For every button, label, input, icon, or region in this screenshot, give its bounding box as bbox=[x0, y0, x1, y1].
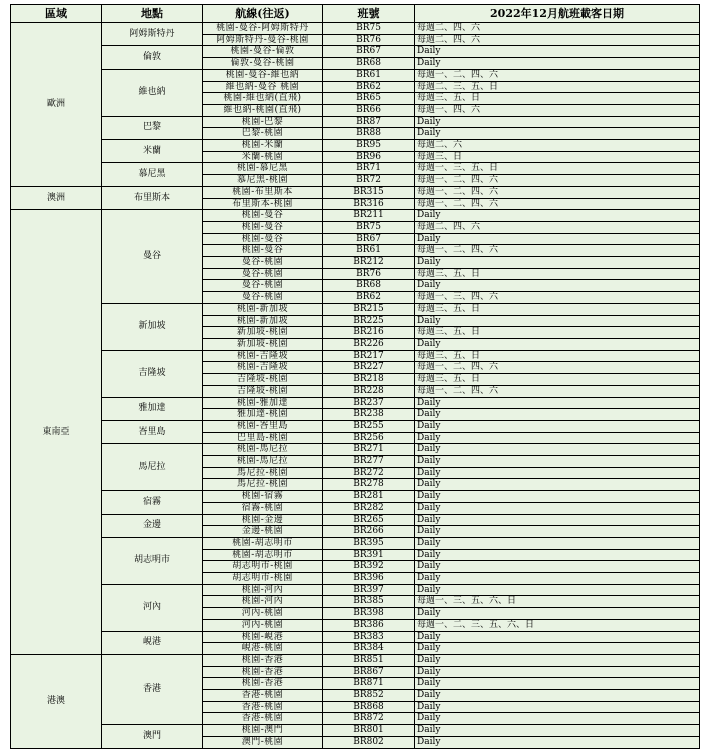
schedule-cell: 每週二、四、六 bbox=[415, 34, 700, 46]
table-row bbox=[11, 725, 700, 737]
flight-number-cell: BR95 bbox=[323, 140, 415, 152]
table-row bbox=[11, 537, 700, 549]
schedule-cell: Daily bbox=[415, 701, 700, 713]
route-cell: 桃園-馬尼拉 bbox=[203, 456, 323, 468]
flight-number-cell: BR72 bbox=[323, 175, 415, 187]
flight-number-cell: BR217 bbox=[323, 350, 415, 362]
flight-number-cell: BR238 bbox=[323, 409, 415, 421]
flight-number-cell: BR62 bbox=[323, 81, 415, 93]
schedule-cell: Daily bbox=[415, 526, 700, 538]
header-schedule: 2022年12月航班載客日期 bbox=[415, 5, 700, 23]
route-cell: 桃園-金邊 bbox=[203, 514, 323, 526]
region-cell: 澳洲 bbox=[11, 186, 102, 209]
route-cell: 香港-桃園 bbox=[203, 690, 323, 702]
flight-number-cell: BR852 bbox=[323, 690, 415, 702]
region-cell: 東南亞 bbox=[11, 210, 102, 655]
route-cell: 桃園-曼谷-維也納 bbox=[203, 69, 323, 81]
location-cell: 雅加達 bbox=[102, 397, 203, 420]
route-cell: 澳門-桃園 bbox=[203, 736, 323, 748]
flight-number-cell: BR76 bbox=[323, 268, 415, 280]
route-cell: 桃園-曼谷 bbox=[203, 210, 323, 222]
schedule-cell: Daily bbox=[415, 491, 700, 503]
flight-number-cell: BR266 bbox=[323, 526, 415, 538]
flight-number-cell: BR391 bbox=[323, 549, 415, 561]
flight-number-cell: BR255 bbox=[323, 420, 415, 432]
schedule-cell: Daily bbox=[415, 666, 700, 678]
flight-number-cell: BR212 bbox=[323, 257, 415, 269]
route-cell: 曼谷-桃園 bbox=[203, 257, 323, 269]
flight-number-cell: BR61 bbox=[323, 245, 415, 257]
flight-number-cell: BR62 bbox=[323, 292, 415, 304]
schedule-cell: Daily bbox=[415, 690, 700, 702]
flight-number-cell: BR851 bbox=[323, 654, 415, 666]
schedule-cell: 每週一、二、四、六 bbox=[415, 385, 700, 397]
flight-number-cell: BR385 bbox=[323, 596, 415, 608]
route-cell: 維也納-曼谷 桃園 bbox=[203, 81, 323, 93]
flight-number-cell: BR67 bbox=[323, 46, 415, 58]
location-cell: 維也納 bbox=[102, 69, 203, 116]
table-row bbox=[11, 23, 700, 35]
route-cell: 桃園-雅加達 bbox=[203, 397, 323, 409]
route-cell: 桃園-吉隆坡 bbox=[203, 350, 323, 362]
flight-number-cell: BR96 bbox=[323, 151, 415, 163]
location-cell: 巴黎 bbox=[102, 116, 203, 139]
route-cell: 桃園-巴黎 bbox=[203, 116, 323, 128]
flight-number-cell: BR88 bbox=[323, 128, 415, 140]
schedule-cell: Daily bbox=[415, 338, 700, 350]
schedule-cell: 每週一、二、三、五、六、日 bbox=[415, 619, 700, 631]
route-cell: 桃園-吉隆坡 bbox=[203, 362, 323, 374]
route-cell: 曼谷-桃園 bbox=[203, 280, 323, 292]
schedule-cell: Daily bbox=[415, 549, 700, 561]
flight-number-cell: BR218 bbox=[323, 374, 415, 386]
schedule-cell: Daily bbox=[415, 409, 700, 421]
route-cell: 新加坡-桃園 bbox=[203, 338, 323, 350]
flight-number-cell: BR75 bbox=[323, 221, 415, 233]
flight-number-cell: BR228 bbox=[323, 385, 415, 397]
schedule-cell: Daily bbox=[415, 573, 700, 585]
schedule-cell: 每週一、二、四、六 bbox=[415, 186, 700, 198]
schedule-cell: 每週一、二、四、六 bbox=[415, 198, 700, 210]
flight-number-cell: BR225 bbox=[323, 315, 415, 327]
schedule-cell: Daily bbox=[415, 514, 700, 526]
schedule-cell: Daily bbox=[415, 456, 700, 468]
route-cell: 桃園-曼谷 bbox=[203, 221, 323, 233]
route-cell: 河內-桃園 bbox=[203, 619, 323, 631]
flight-number-cell: BR396 bbox=[323, 573, 415, 585]
flight-number-cell: BR271 bbox=[323, 444, 415, 456]
flight-number-cell: BR282 bbox=[323, 502, 415, 514]
flight-number-cell: BR272 bbox=[323, 467, 415, 479]
location-cell: 宿霧 bbox=[102, 491, 203, 514]
header-region: 區域 bbox=[11, 5, 102, 23]
region-cell: 歐洲 bbox=[11, 23, 102, 187]
flight-number-cell: BR867 bbox=[323, 666, 415, 678]
schedule-cell: 每週一、二、四、六 bbox=[415, 175, 700, 187]
route-cell: 曼谷-桃園 bbox=[203, 268, 323, 280]
location-cell: 香港 bbox=[102, 654, 203, 724]
route-cell: 桃園-澳門 bbox=[203, 725, 323, 737]
route-cell: 米蘭-桃園 bbox=[203, 151, 323, 163]
location-cell: 倫敦 bbox=[102, 46, 203, 69]
flight-number-cell: BR68 bbox=[323, 58, 415, 70]
route-cell: 宿霧-桃園 bbox=[203, 502, 323, 514]
schedule-cell: Daily bbox=[415, 467, 700, 479]
schedule-cell: Daily bbox=[415, 631, 700, 643]
table-row bbox=[11, 69, 700, 81]
route-cell: 桃園-曼谷-阿姆斯特丹 bbox=[203, 23, 323, 35]
schedule-cell: 每週三、五、日 bbox=[415, 303, 700, 315]
flight-number-cell: BR278 bbox=[323, 479, 415, 491]
flight-number-cell: BR237 bbox=[323, 397, 415, 409]
route-cell: 桃園-香港 bbox=[203, 678, 323, 690]
route-cell: 維也納-桃園(直飛) bbox=[203, 104, 323, 116]
flight-number-cell: BR315 bbox=[323, 186, 415, 198]
flight-number-cell: BR316 bbox=[323, 198, 415, 210]
flight-number-cell: BR384 bbox=[323, 643, 415, 655]
flight-number-cell: BR265 bbox=[323, 514, 415, 526]
route-cell: 桃園-胡志明市 bbox=[203, 549, 323, 561]
location-cell: 澳門 bbox=[102, 725, 203, 748]
flight-number-cell: BR801 bbox=[323, 725, 415, 737]
flight-number-cell: BR398 bbox=[323, 608, 415, 620]
flight-schedule-table bbox=[10, 4, 700, 749]
schedule-cell: 每週三、五、日 bbox=[415, 93, 700, 105]
table-row bbox=[11, 303, 700, 315]
flight-number-cell: BR71 bbox=[323, 163, 415, 175]
location-cell: 河內 bbox=[102, 584, 203, 631]
schedule-cell: 每週二、四、六 bbox=[415, 23, 700, 35]
table-row bbox=[11, 420, 700, 432]
table-row bbox=[11, 186, 700, 198]
route-cell: 雅加達-桃園 bbox=[203, 409, 323, 421]
flight-number-cell: BR277 bbox=[323, 456, 415, 468]
flight-number-cell: BR392 bbox=[323, 561, 415, 573]
schedule-cell: Daily bbox=[415, 561, 700, 573]
route-cell: 桃園-新加坡 bbox=[203, 315, 323, 327]
header-flight-number: 班號 bbox=[323, 5, 415, 23]
flight-number-cell: BR67 bbox=[323, 233, 415, 245]
route-cell: 香港-桃園 bbox=[203, 713, 323, 725]
flight-number-cell: BR61 bbox=[323, 69, 415, 81]
table-row bbox=[11, 397, 700, 409]
route-cell: 吉隆坡-桃園 bbox=[203, 385, 323, 397]
table-row bbox=[11, 584, 700, 596]
location-cell: 吉隆坡 bbox=[102, 350, 203, 397]
flight-number-cell: BR227 bbox=[323, 362, 415, 374]
schedule-cell: Daily bbox=[415, 432, 700, 444]
table-row bbox=[11, 140, 700, 152]
route-cell: 香港-桃園 bbox=[203, 701, 323, 713]
location-cell: 峇里島 bbox=[102, 420, 203, 443]
route-cell: 桃園-慕尼黑 bbox=[203, 163, 323, 175]
schedule-cell: Daily bbox=[415, 537, 700, 549]
schedule-cell: Daily bbox=[415, 444, 700, 456]
route-cell: 桃園-河內 bbox=[203, 584, 323, 596]
schedule-cell: 每週二、六 bbox=[415, 140, 700, 152]
schedule-cell: Daily bbox=[415, 736, 700, 748]
flight-number-cell: BR281 bbox=[323, 491, 415, 503]
schedule-cell: Daily bbox=[415, 479, 700, 491]
location-cell: 慕尼黑 bbox=[102, 163, 203, 186]
schedule-cell: 每週二、三、五、日 bbox=[415, 81, 700, 93]
table-row bbox=[11, 350, 700, 362]
schedule-cell: 每週一、二、四、六 bbox=[415, 362, 700, 374]
flight-number-cell: BR868 bbox=[323, 701, 415, 713]
route-cell: 巴黎-桃園 bbox=[203, 128, 323, 140]
route-cell: 桃園-馬尼拉 bbox=[203, 444, 323, 456]
route-cell: 峴港-桃園 bbox=[203, 643, 323, 655]
table-row bbox=[11, 163, 700, 175]
flight-rows bbox=[11, 23, 700, 749]
route-cell: 桃園-香港 bbox=[203, 654, 323, 666]
schedule-cell: 每週一、三、五、六、日 bbox=[415, 596, 700, 608]
flight-number-cell: BR256 bbox=[323, 432, 415, 444]
route-cell: 倫敦-曼谷-桃園 bbox=[203, 58, 323, 70]
route-cell: 巴里島-桃園 bbox=[203, 432, 323, 444]
schedule-cell: Daily bbox=[415, 210, 700, 222]
schedule-cell: 每週一、四、六 bbox=[415, 104, 700, 116]
schedule-cell: 每週三、五、日 bbox=[415, 350, 700, 362]
schedule-cell: 每週一、二、四、六 bbox=[415, 69, 700, 81]
schedule-cell: Daily bbox=[415, 420, 700, 432]
table-row bbox=[11, 116, 700, 128]
route-cell: 桃園-維也納(直飛) bbox=[203, 93, 323, 105]
route-cell: 馬尼拉-桃園 bbox=[203, 467, 323, 479]
table-row bbox=[11, 444, 700, 456]
table-row bbox=[11, 210, 700, 222]
location-cell: 新加坡 bbox=[102, 303, 203, 350]
location-cell: 米蘭 bbox=[102, 140, 203, 163]
flight-number-cell: BR68 bbox=[323, 280, 415, 292]
flight-number-cell: BR76 bbox=[323, 34, 415, 46]
route-cell: 阿姆斯特丹-曼谷-桃園 bbox=[203, 34, 323, 46]
schedule-cell: 每週三、五、日 bbox=[415, 327, 700, 339]
header-row bbox=[11, 5, 700, 23]
flight-number-cell: BR397 bbox=[323, 584, 415, 596]
schedule-cell: Daily bbox=[415, 725, 700, 737]
flight-number-cell: BR211 bbox=[323, 210, 415, 222]
schedule-cell: Daily bbox=[415, 502, 700, 514]
route-cell: 胡志明市-桃園 bbox=[203, 573, 323, 585]
location-cell: 胡志明市 bbox=[102, 537, 203, 584]
flight-number-cell: BR395 bbox=[323, 537, 415, 549]
route-cell: 桃園-布里斯本 bbox=[203, 186, 323, 198]
route-cell: 桃園-曼谷 bbox=[203, 245, 323, 257]
schedule-cell: Daily bbox=[415, 654, 700, 666]
header-location: 地點 bbox=[102, 5, 203, 23]
route-cell: 桃園-宿霧 bbox=[203, 491, 323, 503]
schedule-cell: 每週一、三、四、六 bbox=[415, 292, 700, 304]
table-row bbox=[11, 491, 700, 503]
location-cell: 峴港 bbox=[102, 631, 203, 654]
flight-number-cell: BR386 bbox=[323, 619, 415, 631]
table-row bbox=[11, 631, 700, 643]
route-cell: 桃園-香港 bbox=[203, 666, 323, 678]
route-cell: 桃園-曼谷 bbox=[203, 233, 323, 245]
schedule-cell: Daily bbox=[415, 257, 700, 269]
header-route: 航線(往返) bbox=[203, 5, 323, 23]
route-cell: 桃園-峇里島 bbox=[203, 420, 323, 432]
flight-number-cell: BR87 bbox=[323, 116, 415, 128]
route-cell: 桃園-胡志明市 bbox=[203, 537, 323, 549]
location-cell: 阿姆斯特丹 bbox=[102, 23, 203, 46]
schedule-cell: 每週二、四、六 bbox=[415, 221, 700, 233]
schedule-cell: Daily bbox=[415, 58, 700, 70]
schedule-cell: 每週三、五、日 bbox=[415, 374, 700, 386]
schedule-cell: Daily bbox=[415, 397, 700, 409]
flight-number-cell: BR215 bbox=[323, 303, 415, 315]
route-cell: 桃園-河內 bbox=[203, 596, 323, 608]
schedule-cell: Daily bbox=[415, 678, 700, 690]
location-cell: 布里斯本 bbox=[102, 186, 203, 209]
location-cell: 馬尼拉 bbox=[102, 444, 203, 491]
flight-number-cell: BR66 bbox=[323, 104, 415, 116]
schedule-cell: Daily bbox=[415, 233, 700, 245]
schedule-cell: Daily bbox=[415, 128, 700, 140]
schedule-cell: Daily bbox=[415, 584, 700, 596]
route-cell: 慕尼黑-桃園 bbox=[203, 175, 323, 187]
flight-number-cell: BR383 bbox=[323, 631, 415, 643]
flight-number-cell: BR802 bbox=[323, 736, 415, 748]
route-cell: 河內-桃園 bbox=[203, 608, 323, 620]
table-row bbox=[11, 654, 700, 666]
route-cell: 桃園-米蘭 bbox=[203, 140, 323, 152]
region-cell: 港澳 bbox=[11, 654, 102, 748]
schedule-cell: Daily bbox=[415, 315, 700, 327]
flight-number-cell: BR871 bbox=[323, 678, 415, 690]
schedule-cell: Daily bbox=[415, 713, 700, 725]
route-cell: 桃園-新加坡 bbox=[203, 303, 323, 315]
schedule-cell: Daily bbox=[415, 643, 700, 655]
location-cell: 金邊 bbox=[102, 514, 203, 537]
schedule-cell: Daily bbox=[415, 280, 700, 292]
schedule-cell: 每週一、二、四、六 bbox=[415, 245, 700, 257]
table-row bbox=[11, 46, 700, 58]
schedule-cell: 每週一、三、五、日 bbox=[415, 163, 700, 175]
schedule-cell: Daily bbox=[415, 116, 700, 128]
flight-number-cell: BR75 bbox=[323, 23, 415, 35]
route-cell: 桃園-峴港 bbox=[203, 631, 323, 643]
route-cell: 馬尼拉-桃園 bbox=[203, 479, 323, 491]
route-cell: 吉隆坡-桃園 bbox=[203, 374, 323, 386]
route-cell: 曼谷-桃園 bbox=[203, 292, 323, 304]
schedule-cell: 每週三、五、日 bbox=[415, 268, 700, 280]
route-cell: 新加坡-桃園 bbox=[203, 327, 323, 339]
route-cell: 金邊-桃園 bbox=[203, 526, 323, 538]
schedule-cell: 每週三、日 bbox=[415, 151, 700, 163]
route-cell: 布里斯本-桃園 bbox=[203, 198, 323, 210]
table-row bbox=[11, 514, 700, 526]
flight-number-cell: BR65 bbox=[323, 93, 415, 105]
location-cell: 曼谷 bbox=[102, 210, 203, 304]
flight-number-cell: BR226 bbox=[323, 338, 415, 350]
schedule-cell: Daily bbox=[415, 608, 700, 620]
flight-number-cell: BR872 bbox=[323, 713, 415, 725]
route-cell: 桃園-曼谷-倫敦 bbox=[203, 46, 323, 58]
route-cell: 胡志明市-桃園 bbox=[203, 561, 323, 573]
schedule-cell: Daily bbox=[415, 46, 700, 58]
flight-number-cell: BR216 bbox=[323, 327, 415, 339]
